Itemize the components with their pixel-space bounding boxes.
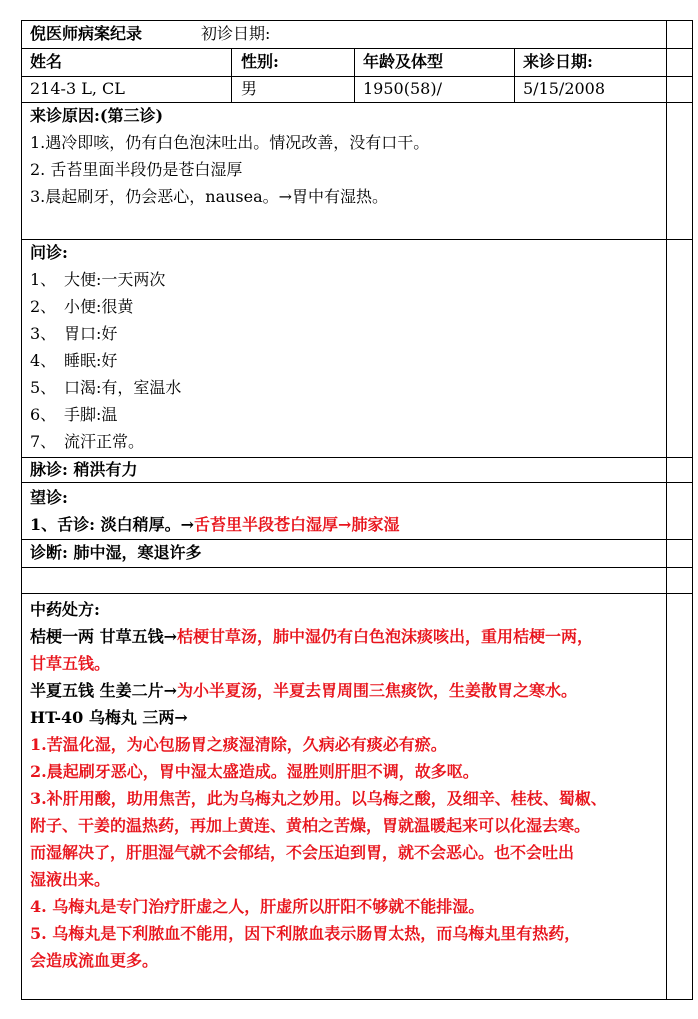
patient-name-value: 214-3 L, CL [30,79,125,98]
gender-value: 男 [241,79,258,98]
row-divider [21,102,693,103]
gender-header: 性别: [241,52,279,71]
prescription-note: 4. 乌梅丸是专门治疗肝虚之人，肝虚所以肝阳不够就不能排湿。 [30,897,485,916]
inquiry-item-number: 5、 [30,378,57,397]
reason-line: 1.遇冷即咳，仍有白色泡沫吐出。情况改善，没有口干。 [30,133,430,152]
inquiry-item [30,269,165,291]
prescription-note: 湿液出来。 [30,870,111,889]
row-divider [21,482,693,483]
inquiry-item-number: 7、 [30,432,57,451]
diagnosis: 诊断: 肺中湿，寒退许多 [30,543,202,562]
table-border-right [692,20,693,1000]
inquiry-item-number: 2、 [30,297,57,316]
reason-line: 3.晨起刷牙，仍会恶心，nausea。→胃中有湿热。 [30,187,389,206]
tongue-diagnosis-text: 1、舌诊: 淡白稍厚。→ [30,515,195,534]
row-divider [21,567,693,568]
inquiry-item-number: 6、 [30,405,57,424]
prescription-herb [30,680,577,702]
age-build-value: 1950(58)/ [363,79,442,98]
inquiry-item-number: 4、 [30,351,57,370]
inquiry-item [30,296,133,318]
herb-explanation: 桔梗甘草汤，肺中湿仍有白色泡沫痰咳出，重用桔梗一两， [176,627,593,646]
observation-title: 望诊: [30,488,68,507]
prescription-herb [30,626,593,648]
herb-dosage: 桔梗一两 甘草五钱→ [30,627,177,646]
visit-date-header: 来诊日期: [523,52,593,71]
visit-date-value: 5/15/2008 [523,79,606,98]
inquiry-item [30,377,181,399]
prescription-title: 中药处方: [30,600,100,619]
row-divider [21,20,693,21]
inquiry-item-text: 小便:很黄 [64,297,134,316]
prescription-note: 3.补肝用酸，助用焦苦，此为乌梅丸之妙用。以乌梅之酸，及细辛、桂枝、蜀椒、 [30,789,607,808]
inquiry-item [30,431,144,453]
inquiry-item-text: 胃口:好 [64,324,118,343]
prescription-note: 2.晨起刷牙恶心，胃中湿太盛造成。湿胜则肝胆不调，故多呕。 [30,762,479,781]
inquiry-item-number: 3、 [30,324,57,343]
record-title: 倪医师病案纪录 [30,24,143,43]
row-divider [21,539,693,540]
inquiry-item-text: 大便:一天两次 [64,270,166,289]
inquiry-item-text: 流汗正常。 [64,432,145,451]
row-divider [21,457,693,458]
reason-title: 来诊原因:(第三诊) [30,106,164,125]
reason-line: 2. 舌苔里面半段仍是苍白湿厚 [30,160,243,179]
inquiry-item [30,404,117,426]
inquiry-item-text: 口渴:有，室温水 [64,378,182,397]
tongue-diagnosis [30,514,399,536]
table-border-left [21,20,22,1000]
row-divider [21,593,693,594]
inquiry-title: 问诊: [30,243,68,262]
inquiry-item [30,350,117,372]
column-divider [231,48,232,102]
pulse-diagnosis: 脉诊: 稍洪有力 [30,460,138,479]
name-header: 姓名 [30,52,63,71]
inquiry-item-text: 手脚:温 [64,405,118,424]
herb-explanation: 甘草五钱。 [30,654,111,673]
herb-explanation: 为小半夏汤，半夏去胃周围三焦痰饮，生姜散胃之寒水。 [176,681,577,700]
inquiry-item-text: 睡眠:好 [64,351,118,370]
row-divider [21,999,693,1000]
prescription-note: 附子、干姜的温热药，再加上黄连、黄柏之苦燥，胃就温暖起来可以化湿去寒。 [30,816,591,835]
tongue-diagnosis-note: 舌苔里半段苍白湿厚→肺家湿 [194,515,400,534]
prescription-herb: HT-40 乌梅丸 三两→ [30,708,188,727]
column-divider [514,48,515,102]
inquiry-item [30,323,117,345]
column-divider [354,48,355,102]
row-divider [21,239,693,240]
prescription-note: 1.苦温化湿，为心包肠胃之痰湿清除，久病必有痰必有瘀。 [30,735,447,754]
table-margin-column-border [666,20,667,1000]
age-build-header: 年龄及体型 [363,52,444,71]
row-divider [21,48,693,49]
prescription-note: 而湿解决了，肝胆湿气就不会郁结，不会压迫到胃，就不会恶心。也不会吐出 [30,843,575,862]
row-divider [21,76,693,77]
prescription-note: 5. 乌梅丸是下利脓血不能用，因下利脓血表示肠胃太热，而乌梅丸里有热药， [30,924,581,943]
inquiry-item-number: 1、 [30,270,57,289]
case-record-table [21,20,693,1000]
herb-dosage: 半夏五钱 生姜二片→ [30,681,177,700]
prescription-note: 会造成流血更多。 [30,951,159,970]
first-visit-date-label: 初诊日期: [201,24,271,43]
